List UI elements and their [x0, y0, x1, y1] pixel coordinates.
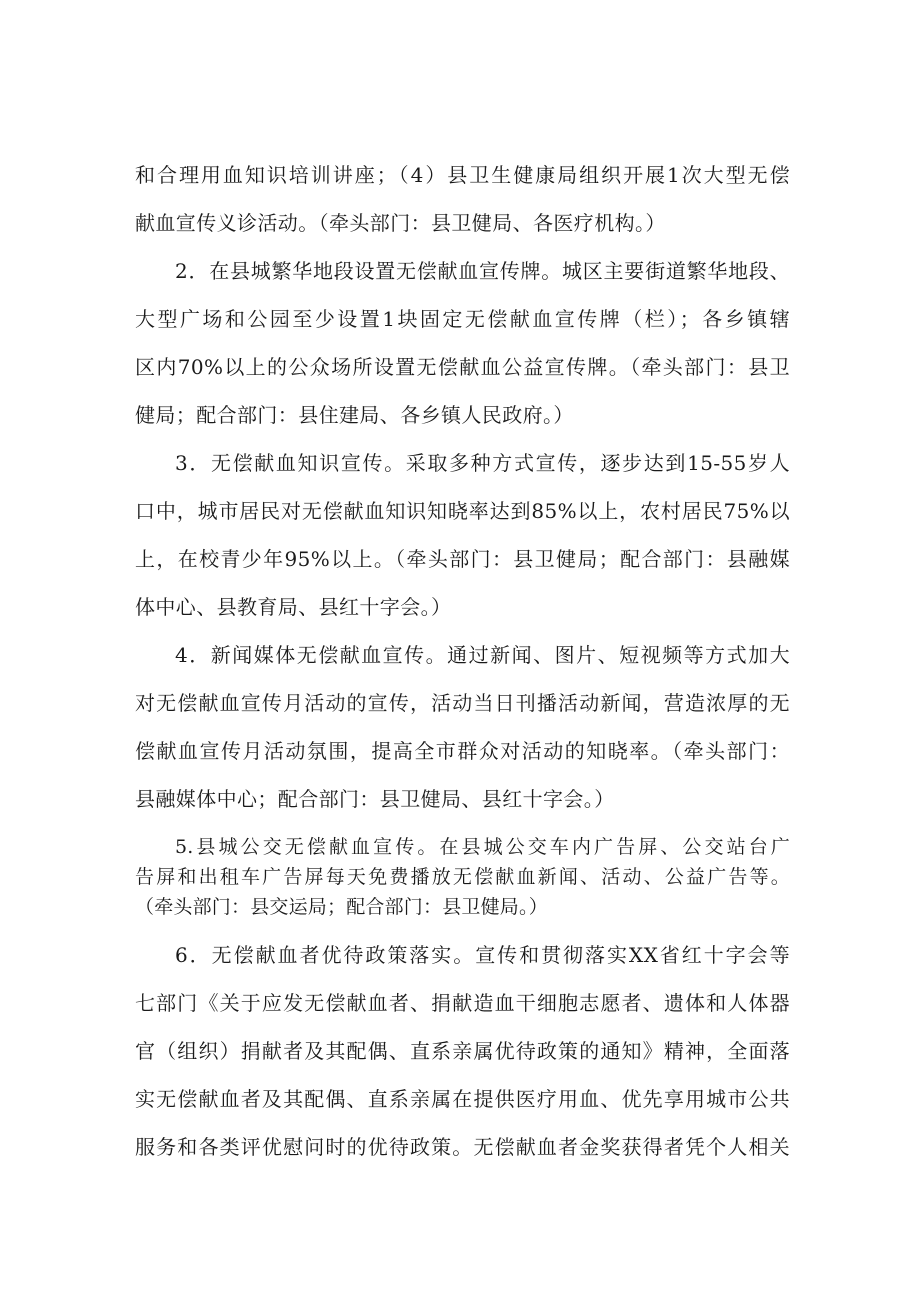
p6-line-2: 七部门《关于应发无偿献血者、捐献造血干细胞志愿者、遗体和人体器: [135, 991, 790, 1015]
p6-line-5: 服务和各类评优慰问时的优待政策。无偿献血者金奖获得者凭个人相关: [135, 1135, 790, 1159]
p5-line-2: 告屏和出租车广告屏每天免费播放无偿献血新闻、活动、公益广告等。: [135, 866, 790, 888]
p3-line-2: 口中，城市居民对无偿献血知识知晓率达到85%以上，农村居民75%以: [135, 499, 790, 523]
p3-line-4: 体中心、县教育局、县红十字会。）: [135, 595, 452, 619]
p3-line-3: 上，在校青少年95%以上。（牵头部门：县卫健局；配合部门：县融媒: [135, 547, 790, 571]
p1-line-2: 献血宣传义诊活动。（牵头部门：县卫健局、各医疗机构。）: [135, 211, 666, 235]
p4-line-3: 偿献血宣传月活动氛围，提高全市群众对活动的知晓率。（牵头部门：: [135, 739, 790, 763]
p2-line-3: 区内70%以上的公众场所设置无偿献血公益宣传牌。（牵头部门：县卫: [135, 355, 790, 379]
p4-line-1: 4．新闻媒体无偿献血宣传。通过新闻、图片、短视频等方式加大: [175, 643, 790, 667]
p6-line-1: 6．无偿献血者优待政策落实。宣传和贯彻落实XX省红十字会等: [175, 943, 790, 967]
p6-line-3: 官（组织）捐献者及其配偶、直系亲属优待政策的通知》精神，全面落: [135, 1039, 790, 1063]
p2-line-4: 健局；配合部门：县住建局、各乡镇人民政府。）: [135, 403, 574, 427]
p1-line-1: 和合理用血知识培训讲座；（4）县卫生健康局组织开展1次大型无偿: [135, 163, 790, 187]
p4-line-4: 县融媒体中心；配合部门：县卫健局、县红十字会。）: [135, 787, 615, 811]
p2-line-2: 大型广场和公园至少设置1块固定无偿献血宣传牌（栏）；各乡镇辖: [135, 307, 790, 331]
p6-line-4: 实无偿献血者及其配偶、直系亲属在提供医疗用血、优先享用城市公共: [135, 1087, 790, 1111]
p2-line-1: 2．在县城繁华地段设置无偿献血宣传牌。城区主要街道繁华地段、: [175, 259, 790, 283]
p5-line-3: （牵头部门：县交运局；配合部门：县卫健局。）: [135, 896, 548, 918]
p5-line-1: 5.县城公交无偿献血宣传。在县城公交车内广告屏、公交站台广: [175, 836, 790, 858]
p4-line-2: 对无偿献血宣传月活动的宣传，活动当日刊播活动新闻，营造浓厚的无: [135, 691, 790, 715]
p3-line-1: 3．无偿献血知识宣传。采取多种方式宣传，逐步达到15-55岁人: [175, 451, 790, 475]
